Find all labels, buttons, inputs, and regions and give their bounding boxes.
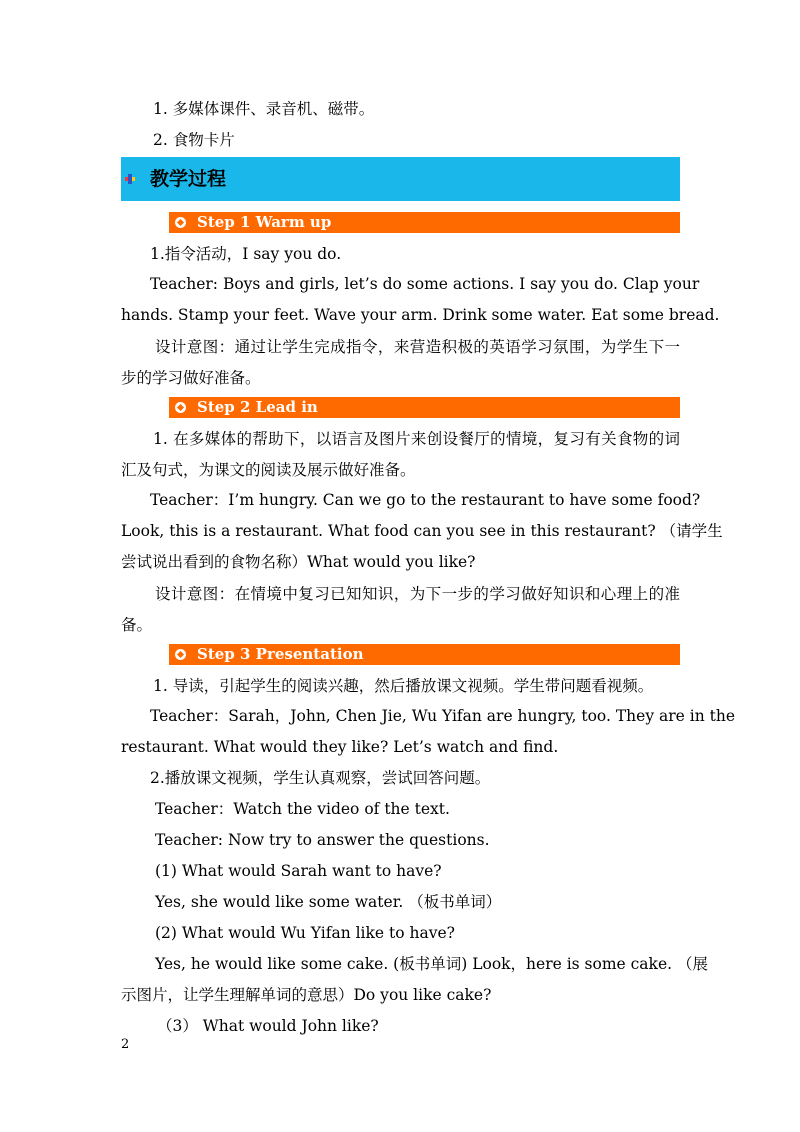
step-3-answer-2-line-2: 示图片，让学生理解单词的意思）Do you like cake?: [121, 986, 492, 1004]
step-1-intent-line-1: 设计意图：通过让学生完成指令，来营造积极的英语学习氛围，为学生下一: [155, 338, 680, 356]
step-1-intent-line-2: 步的学习做好准备。: [121, 369, 261, 387]
step-1-label: Step 1 Warm up: [197, 213, 332, 231]
step-1-header: [169, 212, 680, 233]
materials-item-2: 2. 食物卡片: [153, 131, 235, 149]
step-3-p5: Teacher: Now try to answer the questions.: [155, 831, 490, 849]
step-2-teacher-line-1: Teacher：I’m hungry. Can we go to the restaurant to have some food?: [150, 491, 701, 509]
section-title: 教学过程: [150, 168, 227, 190]
step-1-teacher-line-1: Teacher: Boys and girls, let’s do some actions. I say you do. Clap your: [150, 275, 700, 293]
step-3-question-2: (2) What would Wu Yifan like to have?: [155, 924, 455, 942]
step-bullet-icon: [175, 217, 186, 228]
step-2-intent-line-2: 备。: [121, 616, 153, 634]
step-2-label: Step 2 Lead in: [197, 398, 318, 416]
step-3-answer-2-line-1: Yes, he would like some cake. (板书单词) Look，here is some cake. （展: [155, 955, 708, 973]
step-3-p4: Teacher：Watch the video of the text.: [155, 800, 450, 818]
step-3-header: [169, 644, 680, 665]
step-3-p1: 1. 导读，引起学生的阅读兴趣，然后播放课文视频。学生带问题看视频。: [153, 677, 654, 695]
materials-item-1: 1. 多媒体课件、录音机、磁带。: [153, 100, 375, 118]
step-3-p3: 2.播放课文视频，学生认真观察，尝试回答问题。: [150, 769, 491, 787]
step-2-header: [169, 397, 680, 418]
step-bullet-icon: [175, 402, 186, 413]
step-2-teacher-line-2: Look, this is a restaurant. What food can you see in this restaurant? （请学生: [121, 522, 723, 540]
step-3-teacher-line-2: restaurant. What would they like? Let’s watch and find.: [121, 738, 559, 756]
step-2-p1-line-2: 汇及句式，为课文的阅读及展示做好准备。: [121, 461, 416, 479]
step-1-instruction: 1.指令活动，I say you do.: [150, 245, 342, 263]
step-3-label: Step 3 Presentation: [197, 645, 364, 663]
step-3-question-1: (1) What would Sarah want to have?: [155, 862, 442, 880]
page-number: 2: [121, 1037, 130, 1052]
step-2-teacher-line-3: 尝试说出看到的食物名称）What would you like?: [121, 553, 476, 571]
step-3-answer-1: Yes, she would like some water. （板书单词）: [155, 893, 502, 911]
step-1-teacher-line-2: hands. Stamp your feet. Wave your arm. Drink some water. Eat some bread.: [121, 306, 720, 324]
step-bullet-icon: [175, 649, 186, 660]
step-3-teacher-line-1: Teacher：Sarah，John, Chen Jie, Wu Yifan are hungry, too. They are in the: [150, 707, 736, 725]
section-bullet-icon: [125, 174, 135, 184]
step-3-question-3: （3） What would John like?: [157, 1017, 379, 1035]
section-header: [121, 157, 680, 201]
step-2-intent-line-1: 设计意图：在情境中复习已知知识，为下一步的学习做好知识和心理上的准: [155, 585, 680, 603]
step-2-p1-line-1: 1. 在多媒体的帮助下，以语言及图片来创设餐厅的情境，复习有关食物的词: [153, 430, 680, 448]
